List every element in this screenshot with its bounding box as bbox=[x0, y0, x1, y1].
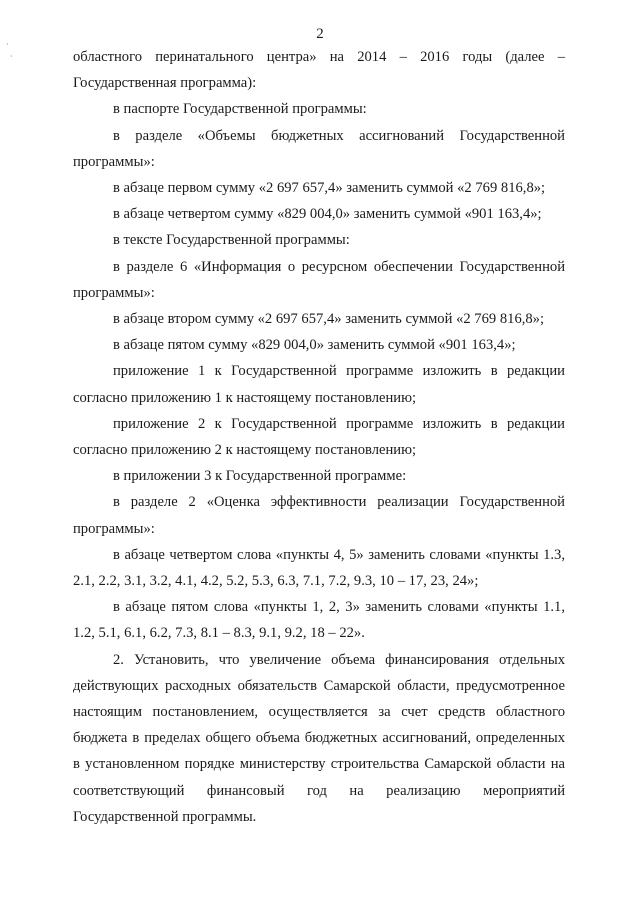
paragraph: в абзаце пятом слова «пункты 1, 2, 3» заменить словами «пункты 1.1, 1.2, 5.1, 6.1, 6.2, 7.3, 8.1 – 8.3, 9.1, 9.2, 18 – 22». bbox=[73, 599, 565, 642]
scan-mark: · bbox=[10, 52, 13, 61]
page-number: 2 bbox=[316, 26, 324, 42]
paragraph: в абзаце втором сумму «2 697 657,4» заменить суммой «2 769 816,8»; bbox=[113, 311, 545, 328]
paragraph: в приложении 3 к Государственной программе: bbox=[113, 468, 407, 485]
paragraph: в разделе 6 «Информация о ресурсном обеспечении Государственной программы»: bbox=[73, 258, 565, 301]
paragraph: в разделе 2 «Оценка эффективности реализации Государственной программы»: bbox=[73, 494, 565, 537]
paragraph: в паспорте Государственной программы: bbox=[113, 101, 367, 118]
paragraph: в абзаце первом сумму «2 697 657,4» заменить суммой «2 769 816,8»; bbox=[113, 180, 546, 197]
paragraph: в абзаце пятом сумму «829 004,0» заменить суммой «901 163,4»; bbox=[113, 337, 516, 354]
scan-mark: · bbox=[6, 40, 9, 49]
paragraph: в разделе «Объемы бюджетных ассигнований Государственной программы»: bbox=[73, 127, 565, 170]
paragraph: в абзаце четвертом слова «пункты 4, 5» заменить словами «пункты 1.3, 2.1, 2.2, 3.1, 3.2, 4.1, 4.2, 5.2, 5.3, 6.3, 7.1, 7.2, 9.3, 10 – 17, 23, 24»; bbox=[73, 546, 565, 590]
paragraph: областного перинатального центра» на 2014 – 2016 годы (далее – Государственная программа): bbox=[73, 49, 565, 92]
document-body bbox=[73, 44, 565, 830]
paragraph: в абзаце четвертом сумму «829 004,0» заменить суммой «901 163,4»; bbox=[113, 206, 542, 223]
paragraph: приложение 1 к Государственной программе изложить в редакции согласно приложению 1 к настоящему постановлению; bbox=[73, 363, 565, 406]
paragraph: в тексте Государственной программы: bbox=[113, 232, 350, 249]
paragraph: 2. Установить, что увеличение объема финансирования отдельных действующих расходных обязательств Самарской области, предусмотренное настоящим постановлением, осуществляется за счет средств областного бюджета в пределах общего объема бюджетных ассигнований, определенных в установленном порядке министерству строительства Самарской области на соответствующий финансовый год на реализацию мероприятий Государственной программы. bbox=[73, 651, 565, 825]
paragraph: приложение 2 к Государственной программе изложить в редакции согласно приложению 2 к настоящему постановлению; bbox=[73, 415, 565, 459]
